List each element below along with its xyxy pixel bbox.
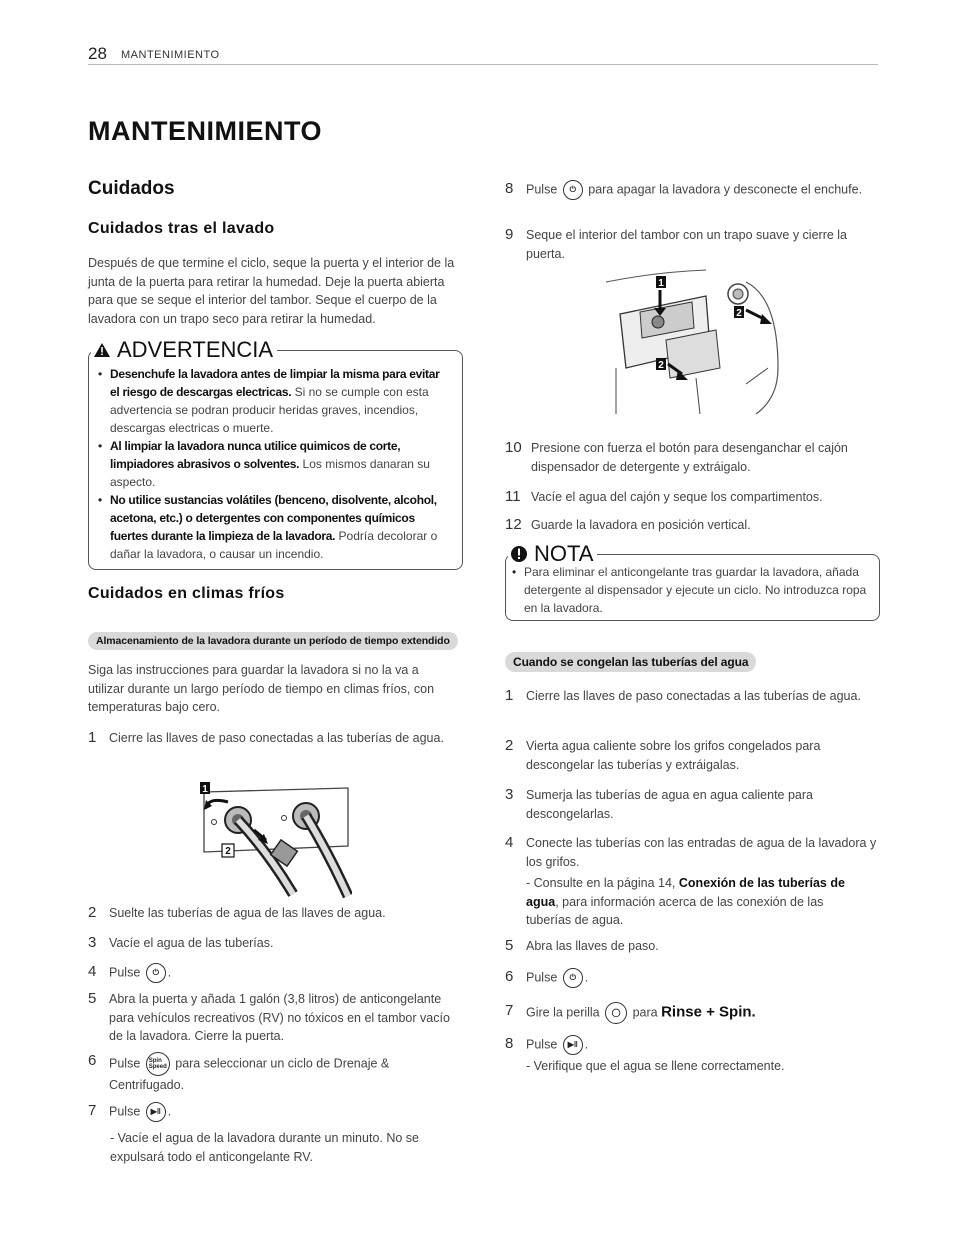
frozen-step-8-note: - Verifique que el agua se llene correctamente. (526, 1059, 785, 1073)
left-step-6: 6 Pulse Spin Speed para seleccionar un ciclo de Drenaje & Centrifugado. (88, 1052, 390, 1092)
svg-text:1: 1 (658, 278, 664, 289)
right-step-11: 11 Vacíe el agua del cajón y seque los compartimentos. (505, 488, 823, 505)
after-wash-text: Después de que termine el ciclo, seque la puerta y el interior de la junta de la puerta para retirar la humedad. Deje la puerta abierta para que se seque el interior del tambor. Seque el cuerpo de la lavadora con un trapo seco para retirar la humedad. (88, 256, 455, 326)
cold-heading: Cuidados en climas fríos (88, 585, 285, 602)
start-pause-icon: ▶‖ (563, 1035, 583, 1055)
warning-item: • No utilice sustancias volátiles (benceno, disolvente, alcohol, acetona, etc.) o detergentes con componentes químicos fuertes durante la limpieza de la lavadora. Podría decolorar o dañar la lavadora, o causar un incendio. (98, 491, 450, 563)
diagram-label-2: 2 (225, 846, 231, 857)
power-icon: ⏻ (146, 963, 166, 983)
spin-speed-icon: Spin Speed (146, 1052, 170, 1076)
warning-box (88, 337, 463, 570)
left-step-1: 1 Cierre las llaves de paso conectadas a las tuberías de agua. (88, 729, 444, 746)
warning-item: • Desenchufe la lavadora antes de limpiar la misma para evitar el riesgo de descargas electricas. Si no se cumple con esta advertencia se podran producir heridas graves, incendios, descargas electricas o muerte. (98, 365, 450, 437)
frozen-step-3: 3 Sumerja las tuberías de agua en agua caliente para descongelarlas. (505, 786, 813, 821)
left-step-2: 2 Suelte las tuberías de agua de las llaves de agua. (88, 904, 386, 921)
frozen-pill: Cuando se congelan las tuberías del agua (505, 652, 756, 672)
frozen-step-4-note: - Consulte en la página 14, Conexión de las tuberías de agua, para información acerca de las conexión de las tuberías de agua. (526, 876, 845, 927)
warning-item: • Al limpiar la lavadora nunca utilice quimicos de corte, limpiadores abrasivos o solventes. Los mismos danaran su aspecto. (98, 437, 450, 491)
diagram-label-1: 1 (202, 784, 208, 795)
power-icon: ⏻ (563, 180, 583, 200)
warning-title-text: ADVERTENCIA (117, 337, 274, 362)
nota-item: • Para eliminar el anticongelante tras guardar la lavadora, añada detergente al dispensador y ejecute un ciclo. No introduzca ropa en la lavadora. (512, 563, 869, 617)
warning-triangle-icon (93, 342, 111, 358)
frozen-step-6: 6 Pulse ⏻ . (505, 968, 880, 988)
left-step-7-note: - Vacíe el agua de la lavadora durante un minuto. No se expulsará todo el anticongelante RV. (110, 1131, 419, 1164)
warning-title (91, 337, 277, 363)
frozen-step-2: 2 Vierta agua caliente sobre los grifos congelados para descongelar las tuberías y extráigalas. (505, 737, 821, 772)
nota-box (505, 541, 880, 621)
page-title: MANTENIMIENTO (88, 116, 322, 146)
left-step-7: 7 Pulse ▶‖ . (88, 1102, 448, 1122)
dispenser-diagram (596, 268, 786, 416)
right-step-8: 8 Pulse ⏻ para apagar la lavadora y desconecte el enchufe. (505, 180, 880, 200)
frozen-step-4: 4 Conecte las tuberías con las entradas de agua de la lavadora y los grifos. (505, 834, 877, 869)
cuidados-heading: Cuidados (88, 178, 175, 199)
page-number: 28 (88, 44, 107, 63)
left-step-3: 3 Vacíe el agua de las tuberías. (88, 934, 274, 951)
svg-text:2: 2 (658, 360, 664, 371)
right-step-9: 9 Seque el interior del tambor con un trapo suave y cierre la puerta. (505, 226, 848, 261)
nota-title-text: NOTA (534, 541, 594, 566)
power-icon: ⏻ (563, 968, 583, 988)
header-rule (88, 64, 878, 65)
after-wash-heading: Cuidados tras el lavado (88, 220, 275, 237)
svg-text:2: 2 (736, 308, 742, 319)
start-pause-icon: ▶‖ (146, 1102, 166, 1122)
dial-icon: ◯ (605, 1002, 627, 1024)
left-step-4: 4 Pulse ⏻ . (88, 963, 448, 983)
frozen-step-5: 5 Abra las llaves de paso. (505, 937, 659, 954)
section-label: MANTENIMIENTO (121, 49, 220, 61)
faucet-diagram (198, 782, 352, 900)
right-step-12: 12 Guarde la lavadora en posición vertical. (505, 516, 751, 533)
alert-circle-icon (510, 545, 528, 563)
left-step-5: 5 Abra la puerta y añada 1 galón (3,8 litros) de anticongelante para vehículos recreativos (RV) no tóxicos en el tambor vacío de la lavadora. Cierre la puerta. (88, 990, 450, 1043)
frozen-step-7: 7 Gire la perilla ◯ para Rinse + Spin. (505, 1002, 880, 1024)
frozen-step-1: 1 Cierre las llaves de paso conectadas a las tuberías de agua. (505, 687, 861, 704)
storage-pill: Almacenamiento de la lavadora durante un período de tiempo extendido (88, 631, 458, 650)
warning-list (98, 365, 450, 563)
nota-list (512, 563, 869, 617)
frozen-step-8: 8 Pulse ▶‖ . (505, 1035, 880, 1055)
right-step-10: 10 Presione con fuerza el botón para desenganchar el cajón dispensador de detergente y extráigalo. (505, 439, 848, 474)
cold-intro: Siga las instrucciones para guardar la lavadora si no la va a utilizar durante un largo período de tiempo en climas fríos, con temperaturas bajo cero. (88, 663, 435, 714)
